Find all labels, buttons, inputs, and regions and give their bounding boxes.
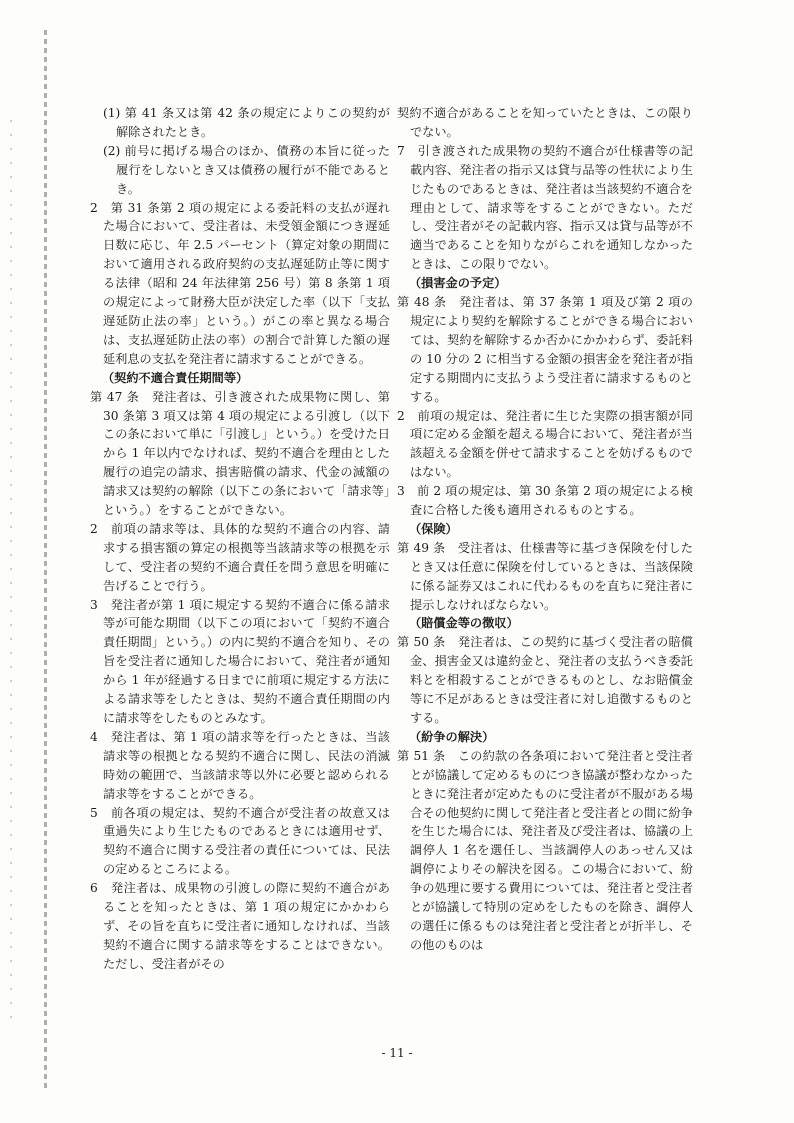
right-column <box>397 104 693 955</box>
article-paragraph: 契約不適合があることを知っていたときは、この限りでない。 <box>397 106 693 139</box>
article-paragraph: 第 48 条 発注者は、第 37 条第 1 項及び第 2 項の規定により契約を解除することができる場合においては、契約を解除するか否かにかかわらず、委託料の 10 分の 2 に相当する金額の損害金を発注者が指定する期間内に支払うよう受注者に請求するものとする。 <box>397 295 693 404</box>
section-heading: （契約不適合責任期間等） <box>102 370 249 385</box>
section-heading: （紛争の解決） <box>409 729 495 744</box>
article-paragraph: 2 前項の規定は、発注者に生じた実際の損害額が同項に定める金額を超える場合において、発注者が当該超える金額を併せて請求することを妨げるものではない。 <box>397 408 693 480</box>
list-item: (2) 前号に掲げる場合のほか、債務の本旨に従った履行をしないとき又は債務の履行が不能であるとき。 <box>103 143 390 196</box>
scan-edge-artifact <box>10 120 12 1020</box>
left-column <box>90 104 390 974</box>
article-paragraph: 第 49 条 受注者は、仕様書等に基づき保険を付したとき又は任意に保険を付しているときは、当該保険に係る証券又はこれに代わるものを直ちに発注者に提示しなければならない。 <box>397 540 693 612</box>
section-heading: （保険） <box>409 521 458 536</box>
article-paragraph: 第 50 条 発注者は、この契約に基づく受注者の賠償金、損害金又は違約金と、発注者の支払うべき委託料とを相殺することができるものとし、なお賠償金等に不足があるときは受注者に対し追徴するものとする。 <box>397 635 693 725</box>
article-paragraph: 7 引き渡された成果物の契約不適合が仕様書等の記載内容、発注者の指示又は貸与品等の性状により生じたものであるときは、発注者は当該契約不適合を理由として、請求等をすることができない。ただし、受注者がその記載内容、指示又は貸与品等が不適当であることを知りながらこれを通知しなかったときは、この限りでない。 <box>397 143 693 272</box>
article-paragraph: 5 前各項の規定は、契約不適合が受注者の故意又は重過失により生じたものであるときには適用せず、契約不適合に関する受注者の責任については、民法の定めるところによる。 <box>90 805 390 877</box>
article-paragraph: 2 第 31 条第 2 項の規定による委託料の支払が遅れた場合において、受注者は、未受領金額につき遅延日数に応じ、年 2.5 パーセント（算定対象の期間において適用される政府契約の支払遅延防止等に関する法律（昭和 24 年法律第 256 号）第 8 条第 1 項の規定によって財務大臣が決定した率（以下「支払遅延防止法の率」という。）がこの率と異なる場合は、支払遅延防止法の率）の割合で計算した額の遅延利息の支払を発注者に請求することができる。 <box>90 200 390 366</box>
article-paragraph: 4 発注者は、第 1 項の請求等を行ったときは、当該請求等の根拠となる契約不適合に関し、民法の消滅時効の範囲で、当該請求等以外に必要と認められる請求等をすることができる。 <box>90 729 390 801</box>
list-item: (1) 第 41 条又は第 42 条の規定によりこの契約が解除されたとき。 <box>103 106 390 139</box>
article-paragraph: 3 発注者が第 1 項に規定する契約不適合に係る請求等が可能な期間（以下この項において「契約不適合責任期間」という。）の内に契約不適合を知り、その旨を受注者に通知した場合において、発注者が通知から 1 年が経過する日までに前項に規定する方法による請求等をしたときは、契約不適合責任期間の内に請求等をしたものとみなす。 <box>90 597 390 725</box>
page-number: - 11 - <box>381 1046 413 1060</box>
section-heading: （損害金の予定） <box>409 276 507 291</box>
article-paragraph: 2 前項の請求等は、具体的な契約不適合の内容、請求する損害額の算定の根拠等当該請求等の根拠を示して、受注者の契約不適合責任を問う意思を明確に告げることで行う。 <box>90 521 390 593</box>
scan-edge-artifact <box>44 30 47 1090</box>
section-heading: （賠償金等の徴収） <box>409 616 519 631</box>
article-paragraph: 第 51 条 この約款の各条項において発注者と受注者とが協議して定めるものにつき協議が整わなかったときに発注者が定めたものに受注者が不服がある場合その他契約に関して発注者と受注者との間に紛争を生じた場合には、発注者及び受注者は、協議の上調停人 1 名を選任し、当該調停人のあっせん又は調停によりその解決を図る。この場合において、紛争の処理に要する費用については、発注者と受注者とが協議して特別の定めをしたものを除き、調停人の選任に係るものは発注者と受注者とが折半し、その他のものは <box>397 748 693 952</box>
article-paragraph: 3 前 2 項の規定は、第 30 条第 2 項の規定による検査に合格した後も適用されるものとする。 <box>397 484 693 518</box>
article-paragraph: 6 発注者は、成果物の引渡しの際に契約不適合があることを知ったときは、第 1 項の規定にかかわらず、その旨を直ちに受注者に通知しなければ、当該契約不適合に関する請求等をすることはできない。ただし、受注者がその <box>90 881 390 971</box>
article-paragraph: 第 47 条 発注者は、引き渡された成果物に関し、第 30 条第 3 項又は第 4 項の規定による引渡し（以下この条において単に「引渡し」という。）を受けた日から 1 年以内でなければ、契約不適合を理由とした履行の追完の請求、損害賠償の請求、代金の減額の請求又は契約の解除（以下この条において「請求等」という。）をすることができない。 <box>90 389 390 518</box>
